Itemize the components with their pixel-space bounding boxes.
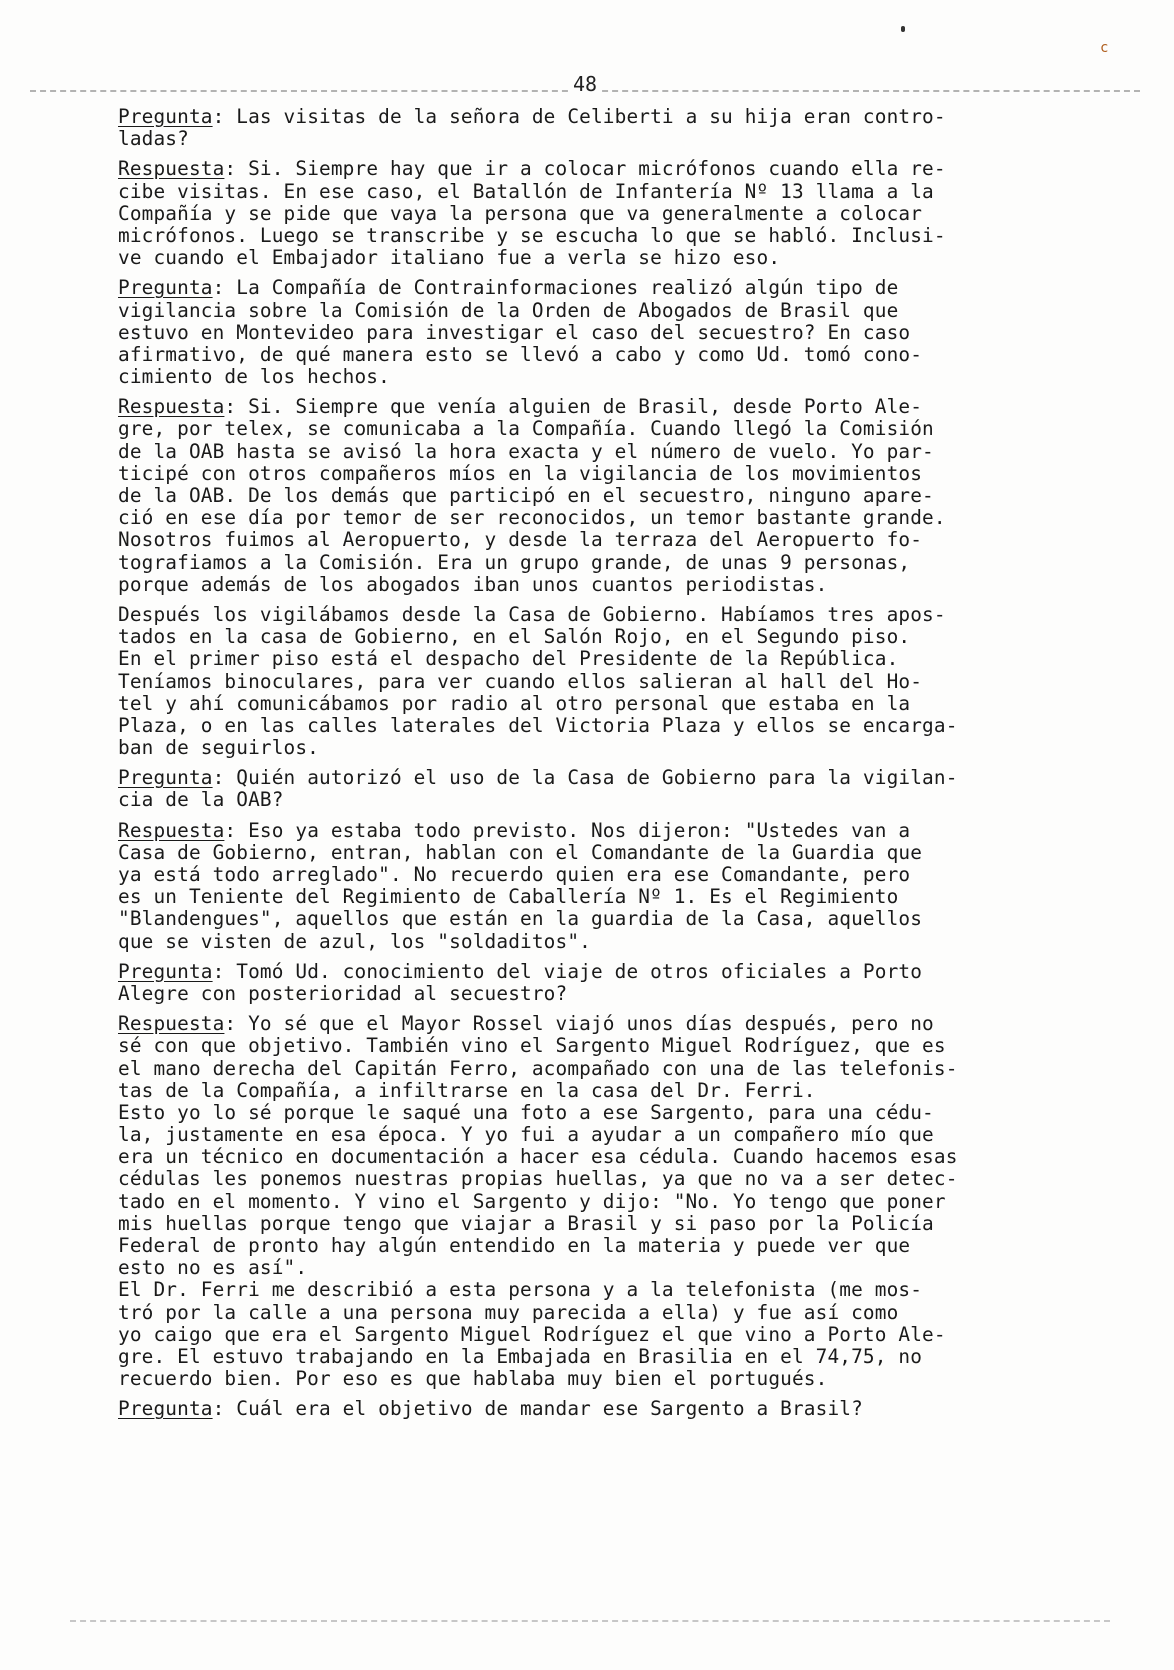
text-line	[118, 366, 1118, 388]
line-text: recuerdo bien. Por eso es que hablaba muy bien el portugués.	[118, 1367, 828, 1391]
text-line	[118, 671, 1118, 693]
text-line	[118, 1302, 1118, 1324]
speaker-label: Respuesta	[118, 395, 225, 419]
line-text: de la OAB hasta se avisó la hora exacta y el número de vuelo. Yo par-	[118, 439, 934, 463]
line-text: Nosotros fuimos al Aeropuerto, y desde la terraza del Aeropuerto fo-	[118, 528, 923, 552]
line-text: afirmativo, de qué manera esto se llevó a cabo y como Ud. tomó cono-	[118, 342, 923, 366]
line-text: Compañía y se pide que vaya la persona que va generalmente a colocar	[118, 201, 923, 225]
line-text: tado en el momento. Y vino el Sargento y dijo: "No. Yo tengo que poner	[118, 1189, 946, 1213]
line-text: El Dr. Ferri me describió a esta persona y a la telefonista (me mos-	[118, 1278, 923, 1302]
answer-block	[118, 396, 1118, 596]
text-line	[118, 886, 1118, 908]
line-text: es un Teniente del Regimiento de Caballería Nº 1. Es el Regimiento	[118, 885, 899, 909]
answer-block	[118, 158, 1118, 269]
text-line	[118, 1279, 1118, 1301]
line-text: tró por la calle a una persona muy parecida a ella) y fue así como	[118, 1300, 899, 1324]
text-line	[118, 463, 1118, 485]
speaker-label: Respuesta	[118, 1012, 225, 1036]
text-line	[118, 1080, 1118, 1102]
text-line	[118, 418, 1118, 440]
line-text: ban de seguirlos.	[118, 736, 320, 760]
answer-block	[118, 820, 1118, 953]
text-line	[118, 225, 1118, 247]
text-line	[118, 1213, 1118, 1235]
text-line	[118, 1191, 1118, 1213]
text-line	[118, 441, 1118, 463]
line-text: de la OAB. De los demás que participó en el secuestro, ninguno apare-	[118, 484, 934, 507]
line-text: Yo sé que el Mayor Rossel viajó unos días después, pero no	[248, 1012, 934, 1036]
text-line	[118, 789, 1118, 811]
text-line: Respuesta: Eso ya estaba todo previsto. Nos dijeron: "Ustedes van a	[118, 818, 911, 842]
line-text: yo caigo que era el Sargento Miguel Rodríguez el que vino a Porto Ale-	[118, 1322, 946, 1346]
line-text: ya está todo arreglado". No recuerdo quien era ese Comandante, pero	[118, 863, 911, 886]
line-text: Tomó Ud. conocimiento del viaje de otros oficiales a Porto	[236, 959, 923, 983]
line-text: mis huellas porque tengo que viajar a Brasil y si paso por la Policía	[118, 1211, 934, 1235]
speaker-label: Respuesta	[118, 818, 225, 842]
text-line	[118, 552, 1118, 574]
line-text: Cuál era el objetivo de mandar ese Sargento a Brasil?	[236, 1397, 863, 1421]
text-line	[118, 737, 1118, 759]
line-text: micrófonos. Luego se transcribe y se escucha lo que se habló. Inclusi-	[118, 223, 946, 247]
line-text: Quién autorizó el uso de la Casa de Gobierno para la vigilan-	[236, 766, 958, 790]
line-text: la, justamente en esa época. Y yo fui a ayudar a un compañero mío que	[118, 1123, 934, 1147]
text-line	[118, 648, 1118, 670]
line-text: ció en ese día por temor de ser reconocidos, un temor bastante grande.	[118, 506, 946, 530]
line-text: tel y ahí comunicábamos por radio al otro personal que estaba en la	[118, 691, 911, 715]
text-line	[118, 344, 1118, 366]
line-text: En el primer piso está el despacho del Presidente de la República.	[118, 647, 899, 671]
text-line	[118, 864, 1118, 886]
text-line: Respuesta: Si. Siempre hay que ir a colocar micrófonos cuando ella re-	[118, 157, 946, 181]
text-line	[118, 626, 1118, 648]
text-line	[118, 507, 1118, 529]
line-text: estuvo en Montevideo para investigar el caso del secuestro? En caso	[118, 320, 911, 344]
text-line	[118, 842, 1118, 864]
text-line	[118, 715, 1118, 737]
line-text: Plaza, o en las calles laterales del Victoria Plaza y ellos se encarga-	[118, 713, 958, 737]
text-line: Pregunta: Quién autorizó el uso de la Casa de Gobierno para la vigilan-	[118, 766, 958, 790]
text-line	[118, 1257, 1118, 1279]
text-line	[118, 300, 1118, 322]
line-text: ladas?	[118, 127, 189, 151]
line-text: Eso ya estaba todo previsto. Nos dijeron: "Ustedes van a	[248, 818, 911, 842]
text-line	[118, 983, 1118, 1005]
text-line	[118, 1058, 1118, 1080]
line-text: era un técnico en documentación a hacer esa cédula. Cuando hacemos esas	[118, 1145, 958, 1169]
line-text: porque además de los abogados iban unos cuantos periodistas.	[118, 572, 828, 596]
text-line	[118, 574, 1118, 596]
speaker-label: Respuesta	[118, 157, 225, 181]
line-text: La Compañía de Contrainformaciones realizó algún tipo de	[236, 276, 899, 300]
line-text: Teníamos binoculares, para ver cuando ellos salieran al hall del Ho-	[118, 669, 923, 693]
page-number: 48	[569, 72, 601, 96]
text-line	[118, 1324, 1118, 1346]
line-text: Esto yo lo sé porque le saqué una foto a ese Sargento, para una cédu-	[118, 1100, 934, 1124]
line-text: Si. Siempre que venía alguien de Brasil, desde Porto Ale-	[248, 395, 923, 419]
line-text: gre, por telex, se comunicaba a la Compañía. Cuando llegó la Comisión	[118, 417, 934, 441]
line-text: cédulas les ponemos nuestras propias huellas, ya que no va a ser detec-	[118, 1167, 958, 1191]
text-line: Respuesta: Yo sé que el Mayor Rossel viajó unos días después, pero no	[118, 1012, 934, 1036]
line-text: cibe visitas. En ese caso, el Batallón de Infantería Nº 13 llama a la	[118, 179, 934, 203]
text-line	[118, 485, 1118, 507]
text-line	[118, 1146, 1118, 1168]
bottom-rule	[70, 1620, 1110, 1622]
line-text: cimiento de los hechos.	[118, 365, 390, 389]
line-text: "Blandengues", aquellos que están en la guardia de la Casa, aquellos	[118, 907, 923, 931]
speaker-label: Pregunta	[118, 1397, 213, 1421]
line-text: ve cuando el Embajador italiano fue a verla se hizo eso.	[118, 246, 781, 270]
text-line: Pregunta: Las visitas de la señora de Celiberti a su hija eran contro-	[118, 105, 946, 128]
transcript-body	[118, 106, 1118, 1429]
text-line	[118, 1368, 1118, 1390]
line-text: que se visten de azul, los "soldaditos".	[118, 929, 591, 953]
text-line: Pregunta: Cuál era el objetivo de mandar ese Sargento a Brasil?	[118, 1397, 863, 1421]
line-text: Después los vigilábamos desde la Casa de Gobierno. Habíamos tres apos-	[118, 602, 946, 626]
text-line	[118, 1235, 1118, 1257]
corner-mark: c	[1100, 40, 1109, 56]
text-line	[118, 247, 1118, 269]
line-text: esto no es así".	[118, 1256, 308, 1280]
text-line: Pregunta: La Compañía de Contrainformaciones realizó algún tipo de	[118, 276, 899, 300]
text-line	[118, 1346, 1118, 1368]
question-block	[118, 961, 1118, 1005]
line-text: tografiamos a la Comisión. Era un grupo grande, de unas 9 personas,	[118, 550, 911, 574]
line-text: tados en la casa de Gobierno, en el Salón Rojo, en el Segundo piso.	[118, 625, 911, 649]
text-line	[118, 181, 1118, 203]
text-line	[118, 322, 1118, 344]
line-text: Federal de pronto hay algún entendido en la materia y puede ver que	[118, 1234, 911, 1257]
question-block	[118, 106, 1118, 150]
question-block	[118, 277, 1118, 388]
line-text: cia de la OAB?	[118, 788, 284, 812]
question-block	[118, 1398, 1118, 1420]
line-text: Si. Siempre hay que ir a colocar micrófonos cuando ella re-	[248, 157, 946, 181]
text-line	[118, 203, 1118, 225]
speaker-label: Pregunta	[118, 766, 213, 790]
text-line: Respuesta: Si. Siempre que venía alguien de Brasil, desde Porto Ale-	[118, 395, 923, 419]
text-line	[118, 604, 1118, 626]
paragraph-block	[118, 604, 1118, 759]
speaker-label: Pregunta	[118, 105, 213, 128]
line-text: Alegre con posterioridad al secuestro?	[118, 981, 568, 1005]
speaker-label: Pregunta	[118, 276, 213, 300]
line-text: Casa de Gobierno, entran, hablan con el Comandante de la Guardia que	[118, 840, 923, 864]
line-text: gre. El estuvo trabajando en la Embajada en Brasilia en el 74,75, no	[118, 1344, 923, 1368]
line-text: el mano derecha del Capitán Ferro, acompañado con una de las telefonis-	[118, 1056, 958, 1080]
speaker-label: Pregunta	[118, 959, 213, 983]
line-text: tas de la Compañía, a infiltrarse en la casa del Dr. Ferri.	[118, 1078, 816, 1102]
line-text: sé con que objetivo. También vino el Sargento Miguel Rodríguez, que es	[118, 1034, 946, 1058]
question-block	[118, 767, 1118, 811]
text-line	[118, 128, 1118, 150]
line-text: Las visitas de la señora de Celiberti a su hija eran contro-	[236, 105, 946, 128]
line-text: ticipé con otros compañeros míos en la vigilancia de los movimientos	[118, 461, 923, 485]
text-line	[118, 1124, 1118, 1146]
text-line	[118, 693, 1118, 715]
text-line: Pregunta: Tomó Ud. conocimiento del viaje de otros oficiales a Porto	[118, 959, 923, 983]
answer-block	[118, 1013, 1118, 1390]
text-line	[118, 529, 1118, 551]
text-line	[118, 1102, 1118, 1124]
line-text: vigilancia sobre la Comisión de la Orden de Abogados de Brasil que	[118, 298, 899, 322]
ink-dot	[901, 26, 905, 32]
text-line	[118, 908, 1118, 930]
text-line	[118, 1168, 1118, 1190]
text-line	[118, 1035, 1118, 1057]
text-line	[118, 931, 1118, 953]
